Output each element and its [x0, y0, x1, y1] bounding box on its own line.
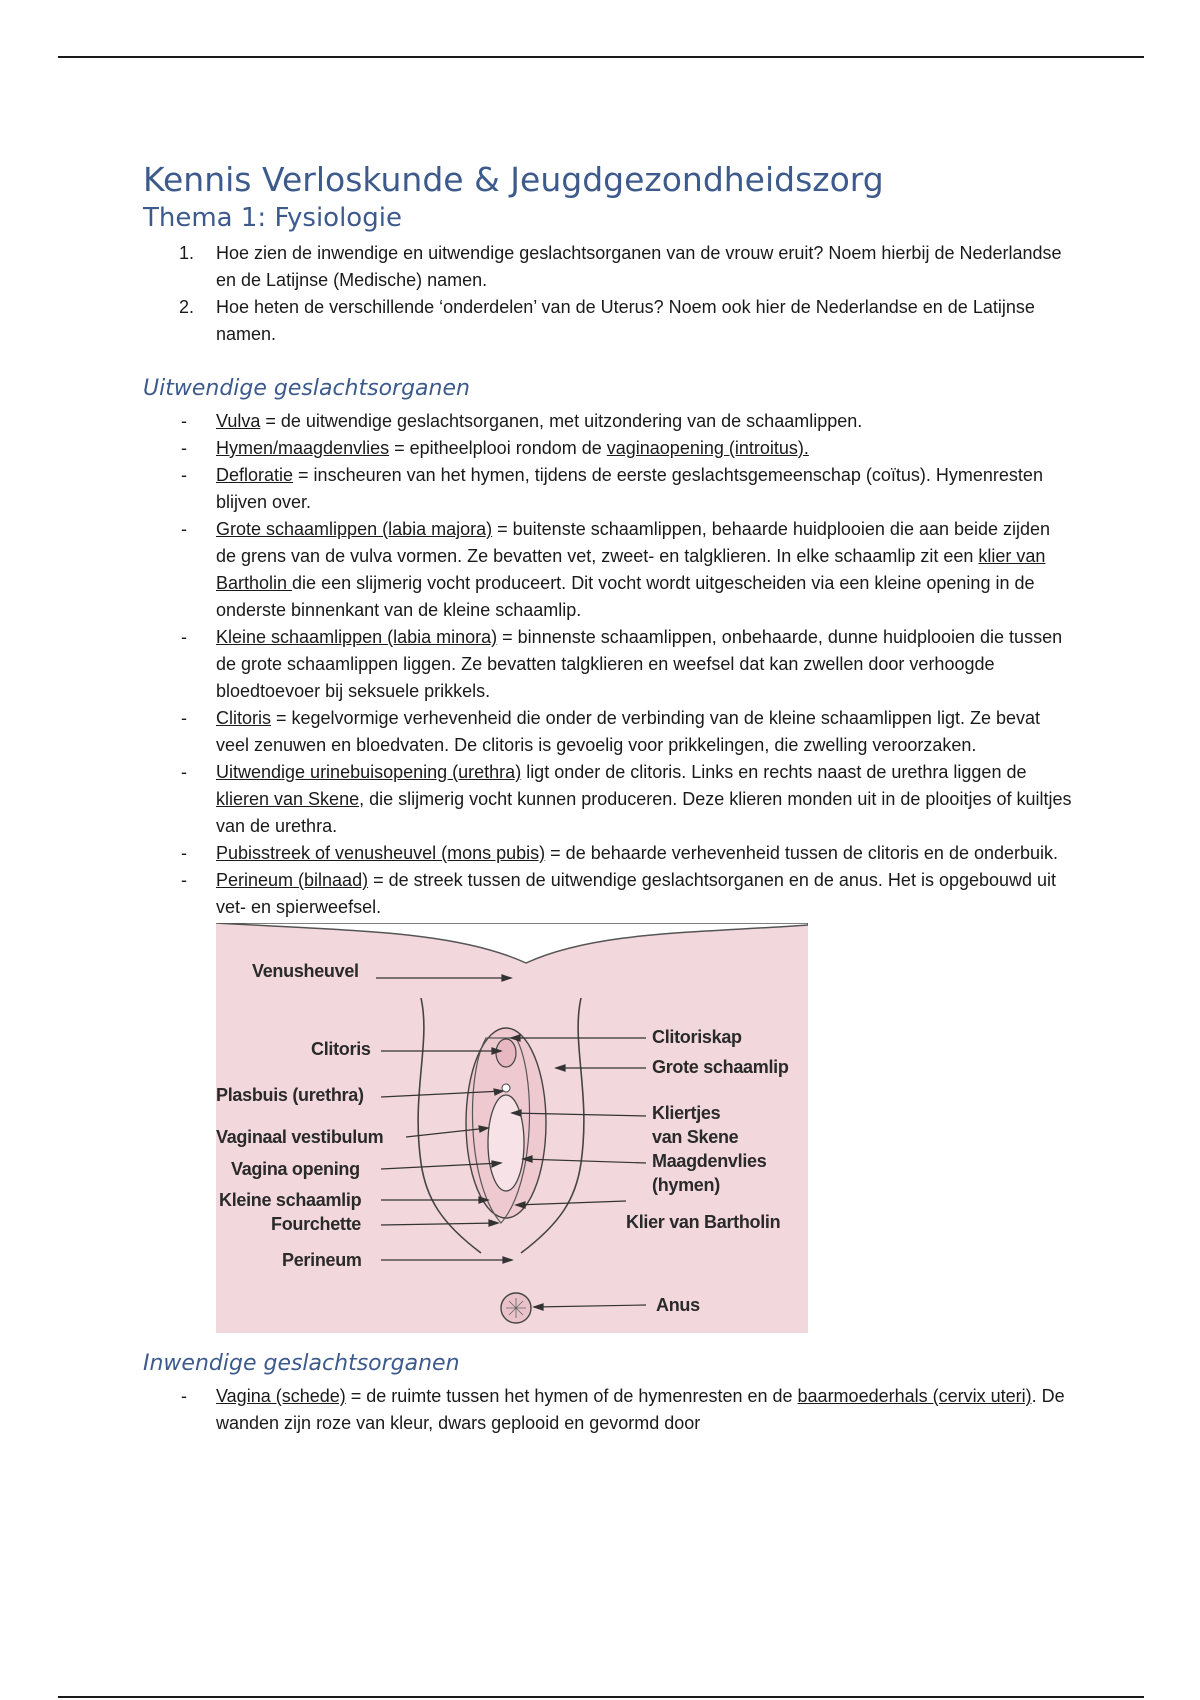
dash-bullet: -	[181, 465, 187, 485]
dash-bullet: -	[181, 1386, 187, 1406]
dash-bullet: -	[181, 411, 187, 431]
list-item	[143, 462, 1073, 516]
arrow-grote-schaamlip	[556, 1065, 565, 1071]
abdomen-curve	[216, 923, 808, 963]
term: Clitoris	[216, 708, 272, 728]
term: klieren van Skene	[216, 789, 360, 809]
label-clitoriskap: Clitoriskap	[652, 1027, 742, 1047]
label-plasbuis: Plasbuis (urethra)	[216, 1085, 364, 1105]
definition: = binnenste schaamlippen, onbehaarde, dunne huidplooien die tussen de grote schaamlippen liggen. Ze bevatten talgklieren en weefsel dat kan zwellen door verhoogde bloedtoevoer bij seksuele prikkels.	[216, 627, 1063, 701]
term: vaginaopening (introitus).	[606, 438, 809, 458]
dash-bullet: -	[181, 762, 187, 782]
label-maagdenvlies: Maagdenvlies	[652, 1151, 767, 1171]
definition: ligt onder de clitoris. Links en rechts naast de urethra liggen de	[521, 762, 1027, 782]
term: Perineum (bilnaad)	[216, 870, 369, 890]
dash-bullet: -	[181, 627, 187, 647]
dash-bullet: -	[181, 519, 187, 539]
section-heading-external: Uitwendige geslachtsorganen	[143, 376, 470, 401]
dash-bullet: -	[181, 870, 187, 890]
arrow-perineum	[503, 1257, 512, 1263]
dash-bullet: -	[181, 708, 187, 728]
list-item	[143, 435, 1073, 462]
label-perineum: Perineum	[282, 1250, 362, 1270]
label-van-skene: van Skene	[652, 1127, 739, 1147]
list-item	[143, 705, 1073, 759]
definition: = buitenste schaamlippen, behaarde huidplooien die aan beide zijden de grens van de vulva vormen. Ze bevatten vet, zweet- en talgklieren. In elke schaamlip zit een	[216, 519, 1051, 566]
label-kliertjes: Kliertjes	[652, 1103, 721, 1123]
term: Kleine schaamlippen (labia minora)	[216, 627, 498, 647]
clitoris-shape	[496, 1039, 516, 1067]
list-item	[143, 516, 1073, 624]
list-item	[143, 840, 1073, 867]
question-item	[143, 240, 1073, 294]
anatomy-figure	[216, 923, 808, 1333]
question-list	[143, 240, 1073, 348]
anus-detail	[506, 1298, 526, 1318]
arrow-anus	[534, 1304, 543, 1310]
arrow-fourchette	[489, 1220, 498, 1226]
section-heading-internal: Inwendige geslachtsorganen	[143, 1351, 460, 1376]
document-title: Kennis Verloskunde & Jeugdgezondheidszorg	[143, 160, 884, 199]
term: Pubisstreek of venusheuvel (mons pubis)	[216, 843, 546, 863]
question-text: Hoe heten de verschillende ‘onderdelen’ van de Uterus? Noem ook hier de Nederlandse en de Latijnse namen.	[216, 297, 1035, 344]
list-item	[143, 1383, 1073, 1437]
label-anus: Anus	[656, 1295, 700, 1315]
list-item	[143, 408, 1073, 435]
list-item	[143, 759, 1073, 840]
dash-bullet: -	[181, 843, 187, 863]
dash-bullet: -	[181, 438, 187, 458]
term: Vagina (schede)	[216, 1386, 346, 1406]
label-fourchette: Fourchette	[271, 1214, 362, 1234]
definition: = inscheuren van het hymen, tijdens de eerste geslachtsgemeenschap (coïtus). Hymenresten blijven over.	[216, 465, 1043, 512]
term: Vulva	[216, 411, 261, 431]
term: Grote schaamlippen (labia majora)	[216, 519, 493, 539]
list-item	[143, 624, 1073, 705]
label-vagina-opening: Vagina opening	[231, 1159, 360, 1179]
definition: die een slijmerig vocht produceert. Dit vocht wordt uitgescheiden via een kleine opening in de onderste binnenkant van de kleine schaamlip.	[216, 573, 1035, 620]
arrow-venusheuvel	[502, 975, 511, 981]
term: Uitwendige urinebuisopening (urethra)	[216, 762, 522, 782]
list-item	[143, 867, 1073, 921]
definition: = de streek tussen de uitwendige geslachtsorganen en de anus. Het is opgebouwd uit vet- en spierweefsel.	[216, 870, 1057, 917]
label-vestibulum: Vaginaal vestibulum	[216, 1127, 384, 1147]
label-hymen: (hymen)	[652, 1175, 720, 1195]
pointer-bartholin	[516, 1201, 626, 1205]
internal-organ-list	[143, 1383, 1073, 1437]
label-bartholin: Klier van Bartholin	[626, 1212, 781, 1232]
definition: , die slijmerig vocht kunnen produceren. Deze klieren monden uit in de plooitjes of kuiltjes van de urethra.	[216, 789, 1072, 836]
pointer-fourchette	[381, 1223, 498, 1225]
document-page	[143, 160, 1073, 1437]
bottom-rule	[58, 1696, 1144, 1698]
vagina-opening-shape	[488, 1095, 524, 1191]
question-number: 1.	[179, 243, 195, 263]
definition: = epitheelplooi rondom de	[389, 438, 607, 458]
term: Hymen/maagdenvlies	[216, 438, 390, 458]
label-clitoris: Clitoris	[311, 1039, 371, 1059]
term: baarmoederhals (cervix uteri)	[797, 1386, 1032, 1406]
label-grote-schaamlip: Grote schaamlip	[652, 1057, 789, 1077]
external-organ-list	[143, 408, 1073, 921]
definition: . De wanden zijn roze van kleur, dwars geplooid en gevormd door	[216, 1386, 1065, 1433]
definition: = de behaarde verhevenheid tussen de clitoris en de onderbuik.	[545, 843, 1059, 863]
top-rule	[58, 56, 1144, 58]
definition: = de ruimte tussen het hymen of de hymenresten en de	[345, 1386, 798, 1406]
term: klier van Bartholin	[216, 546, 1046, 593]
term: Defloratie	[216, 465, 294, 485]
definition: = de uitwendige geslachtsorganen, met uitzondering van de schaamlippen.	[260, 411, 863, 431]
theme-title: Thema 1: Fysiologie	[143, 203, 402, 233]
question-number: 2.	[179, 297, 195, 317]
definition: = kegelvormige verhevenheid die onder de verbinding van de kleine schaamlippen ligt. Ze bevat veel zenuwen en bloedvaten. De clitoris is gevoelig voor prikkelingen, die zwelling veroorzaken.	[216, 708, 1040, 755]
label-venusheuvel: Venusheuvel	[252, 961, 359, 981]
label-kleine-schaamlip: Kleine schaamlip	[219, 1190, 362, 1210]
question-text: Hoe zien de inwendige en uitwendige geslachtsorganen van de vrouw eruit? Noem hierbij de Nederlandse en de Latijnse (Medische) namen.	[216, 243, 1062, 290]
pointer-anus	[534, 1305, 646, 1307]
question-item	[143, 294, 1073, 348]
